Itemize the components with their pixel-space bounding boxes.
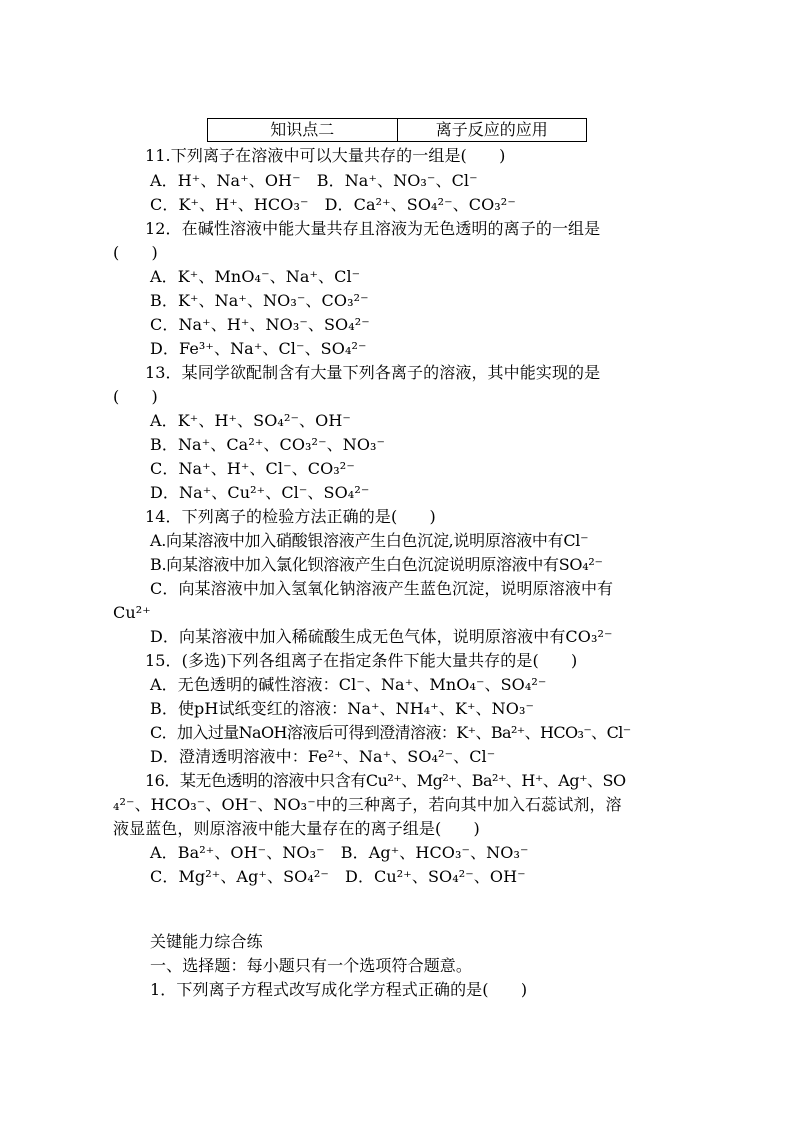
question-12-option-c: C．Na⁺、H⁺、NO₃⁻、SO₄²⁻: [150, 315, 370, 334]
question-13-option-a: A．K⁺、H⁺、SO₄²⁻、OH⁻: [150, 411, 351, 430]
question-12-option-d: D．Fe³⁺、Na⁺、Cl⁻、SO₄²⁻: [150, 339, 367, 358]
question-12-option-a: A．K⁺、MnO₄⁻、Na⁺、Cl⁻: [150, 267, 361, 286]
question-14-option-b: B.向某溶液中加入氯化钡溶液产生白色沉淀说明原溶液中有SO₄²⁻: [150, 555, 603, 574]
question-13-option-b: B．Na⁺、Ca²⁺、CO₃²⁻、NO₃⁻: [150, 435, 386, 454]
knowledge-point-topic: 离子反应的应用: [435, 120, 548, 139]
question-15-option-b: B．使pH试纸变红的溶液：Na⁺、NH₄⁺、K⁺、NO₃⁻: [150, 699, 535, 718]
question-14-option-d: D．向某溶液中加入稀硫酸生成无色气体，说明原溶液中有CO₃²⁻: [150, 627, 613, 646]
question-13-option-c: C．Na⁺、H⁺、Cl⁻、CO₃²⁻: [150, 459, 355, 478]
question-14-option-c: C．向某溶液中加入氢氧化钠溶液产生蓝色沉淀，说明原溶液中有: [150, 579, 614, 598]
question-15-option-c: C．加入过量NaOH溶液后可得到澄清溶液：K⁺、Ba²⁺、HCO₃⁻、Cl⁻: [150, 723, 631, 742]
question-13-stem: 13．某同学欲配制含有大量下列各离子的溶液，其中能实现的是: [145, 363, 601, 382]
question-12-option-b: B．K⁺、Na⁺、NO₃⁻、CO₃²⁻: [150, 291, 369, 310]
question-13-option-d: D．Na⁺、Cu²⁺、Cl⁻、SO₄²⁻: [150, 483, 370, 502]
question-16-stem: 16．某无色透明的溶液中只含有Cu²⁺、Mg²⁺、Ba²⁺、H⁺、Ag⁺、SO: [145, 771, 626, 790]
knowledge-point-label: 知识点二: [208, 119, 398, 141]
question-12-stem: 12．在碱性溶液中能大量共存且溶液为无色透明的离子的一组是: [145, 219, 601, 238]
question-14-stem: 14．下列离子的检验方法正确的是( ): [145, 507, 436, 526]
question-15-option-d: D．澄清透明溶液中：Fe²⁺、Na⁺、SO₄²⁻、Cl⁻: [150, 747, 496, 766]
question-14-option-c-cont: Cu²⁺: [113, 603, 151, 622]
question-16-options-ab: A．Ba²⁺、OH⁻、NO₃⁻ B．Ag⁺、HCO₃⁻、NO₃⁻: [150, 843, 529, 862]
question-15-option-a: A．无色透明的碱性溶液：Cl⁻、Na⁺、MnO₄⁻、SO₄²⁻: [150, 675, 547, 694]
question-16-stem-cont-2: 液显蓝色，则原溶液中能大量存在的离子组是( ): [113, 819, 480, 838]
section-title: 关键能力综合练: [150, 932, 263, 951]
question-11-options-cd: C．K⁺、H⁺、HCO₃⁻ D．Ca²⁺、SO₄²⁻、CO₃²⁻: [150, 195, 516, 214]
question-16-stem-cont-1: ₄²⁻、HCO₃⁻、OH⁻、NO₃⁻中的三种离子，若向其中加入石蕊试剂，溶: [113, 795, 622, 814]
question-12-stem-cont: ( ): [113, 243, 158, 262]
question-1-stem: 1．下列离子方程式改写成化学方程式正确的是( ): [150, 980, 528, 999]
question-15-stem: 15．(多选)下列各组离子在指定条件下能大量共存的是( ): [145, 651, 578, 670]
section-instructions: 一、选择题：每小题只有一个选项符合题意。: [150, 956, 473, 975]
question-11-options-ab: A．H⁺、Na⁺、OH⁻ B．Na⁺、NO₃⁻、Cl⁻: [150, 171, 478, 190]
question-14-option-a: A.向某溶液中加入硝酸银溶液产生白色沉淀,说明原溶液中有Cl⁻: [150, 531, 589, 550]
knowledge-point-table: [207, 118, 587, 142]
question-11-stem: 11.下列离子在溶液中可以大量共存的一组是( ): [145, 146, 506, 165]
question-13-stem-cont: ( ): [113, 387, 158, 406]
question-16-options-cd: C．Mg²⁺、Ag⁺、SO₄²⁻ D．Cu²⁺、SO₄²⁻、OH⁻: [150, 867, 526, 886]
